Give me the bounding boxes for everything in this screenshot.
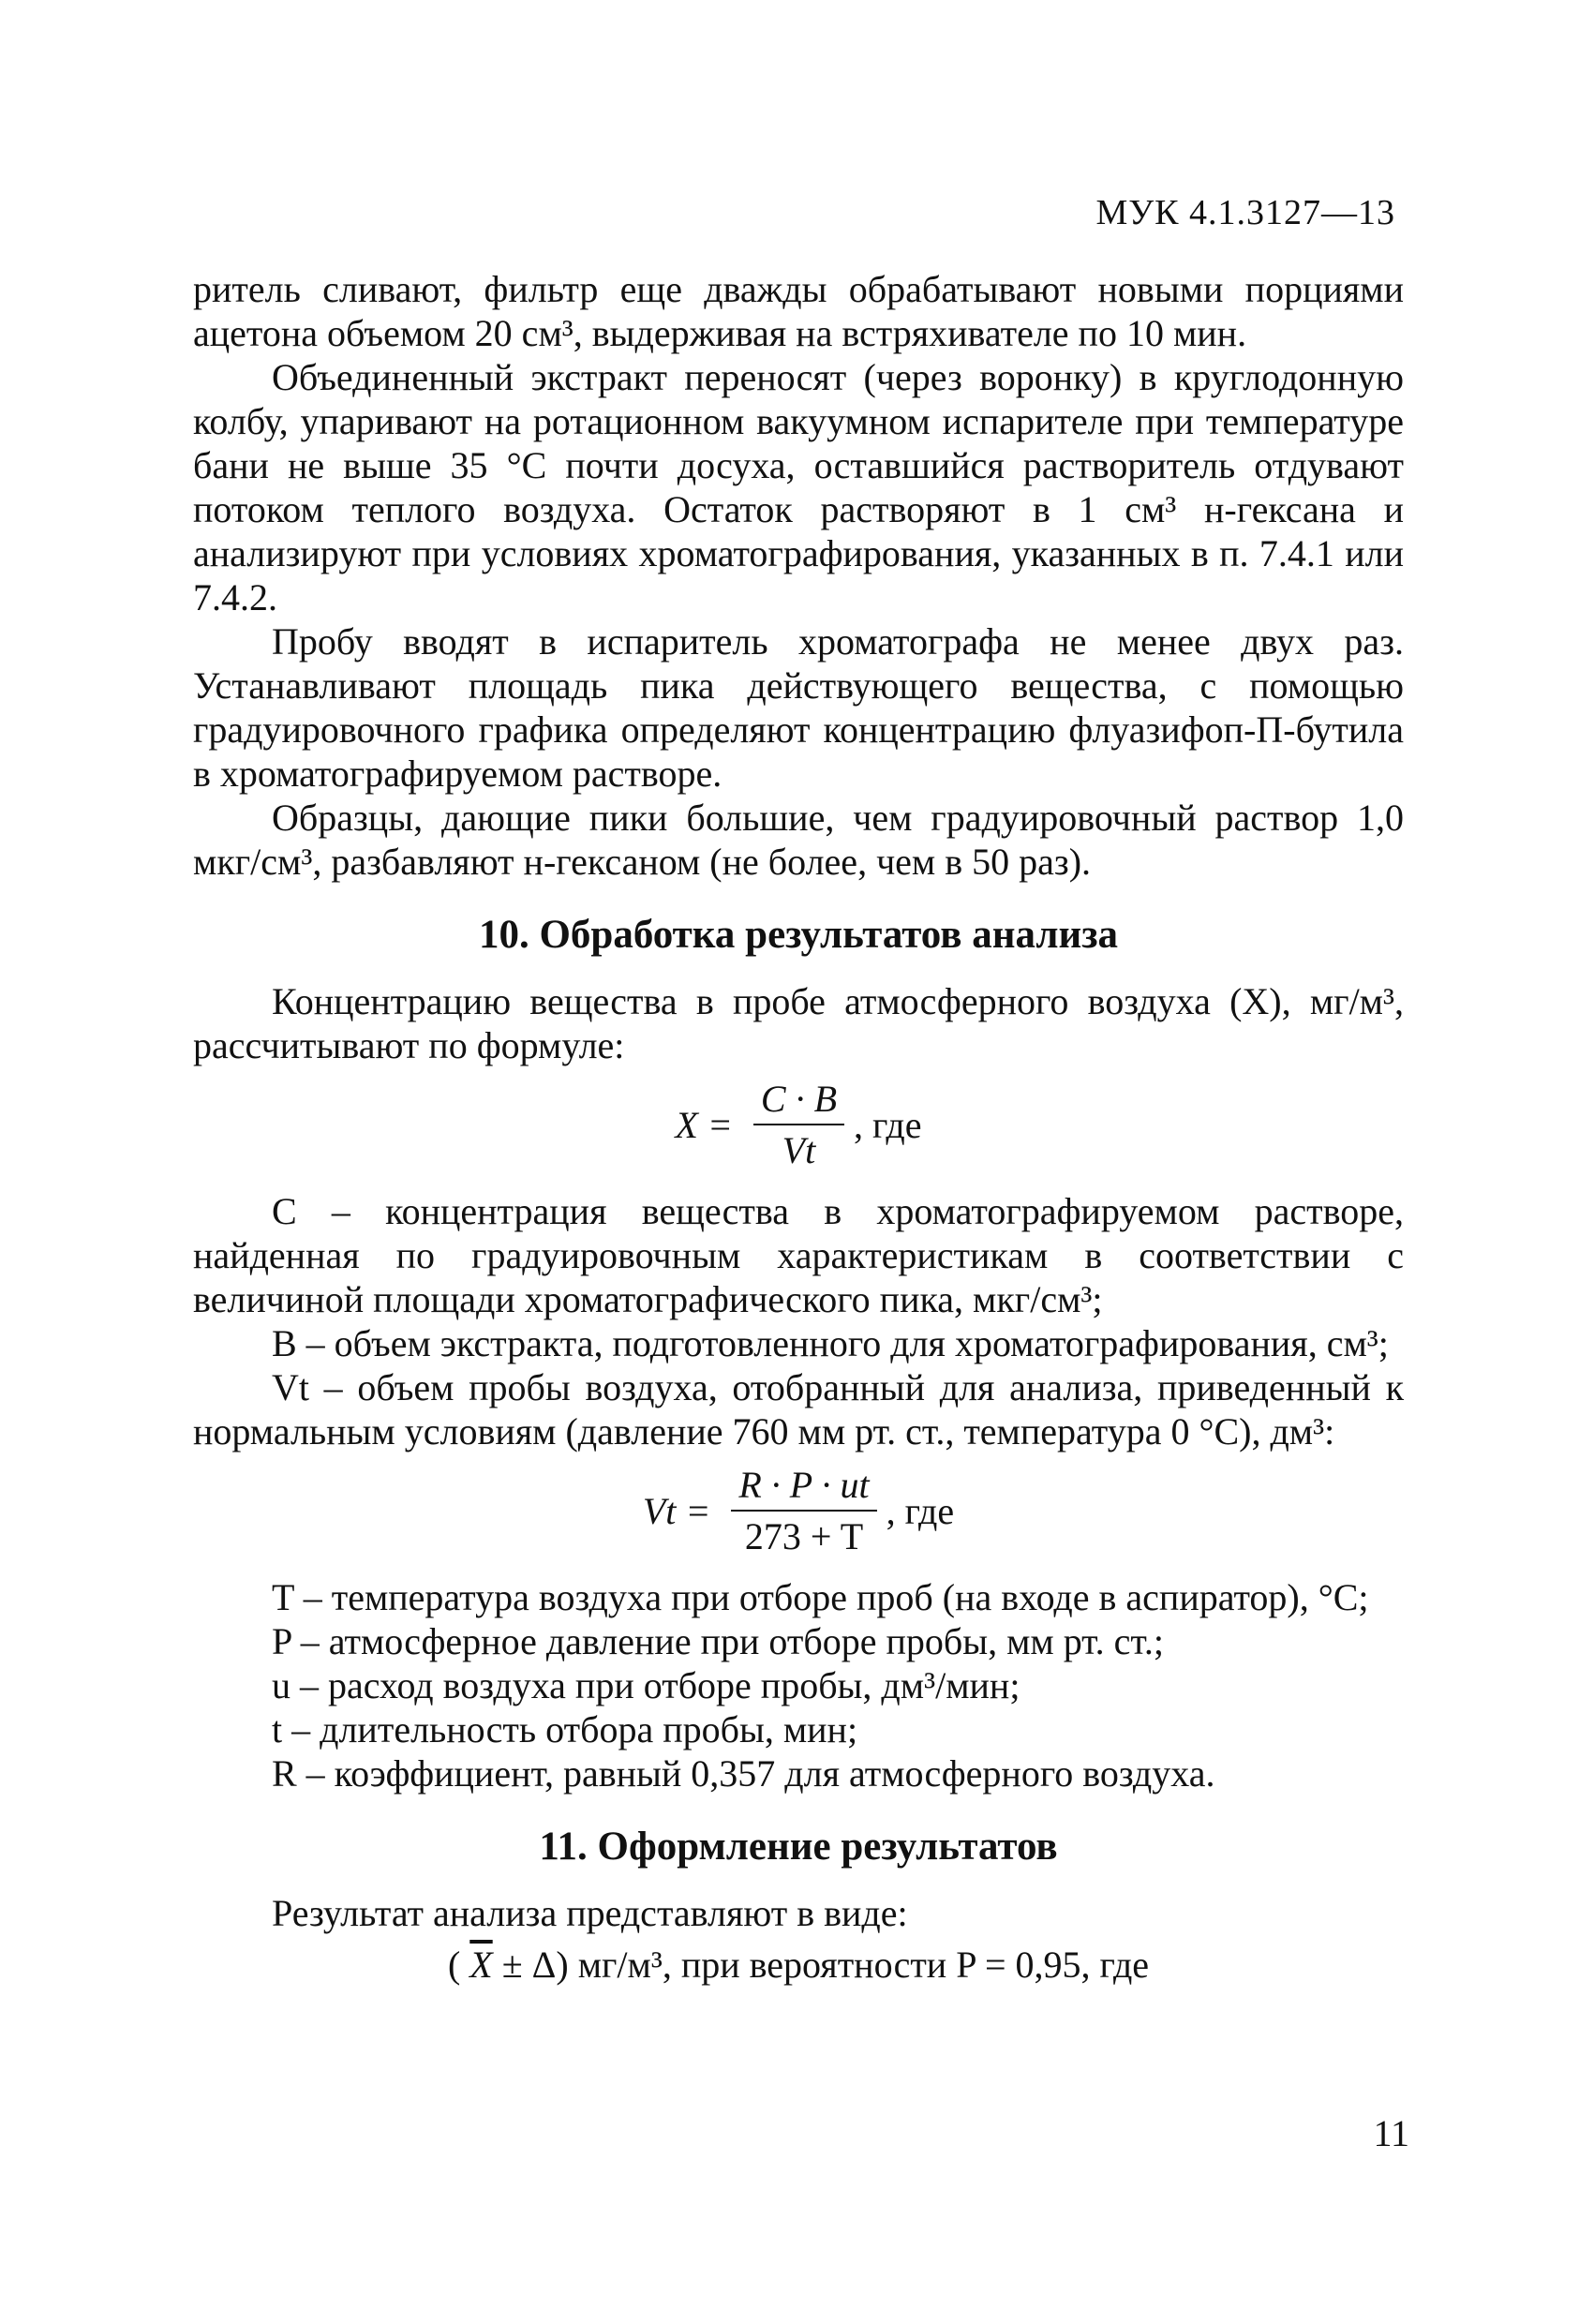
formula-tail: , где (854, 1103, 922, 1146)
section-10-title: 10. Обработка результатов анализа (478, 913, 1119, 957)
section-10-intro: Концентрацию вещества в пробе атмосферного воздуха (X), мг/м³, рассчитывают по формуле: (193, 980, 1404, 1066)
body-text (193, 267, 1404, 1987)
section-11-title: 11. Оформление результатов (539, 1825, 1058, 1869)
result-expression (193, 1943, 1404, 1987)
formula-lhs: Vt = (642, 1489, 711, 1532)
paragraph: Образцы, дающие пики большие, чем градуировочный раствор 1,0 мкг/см³, разбавляют н-гексаном (не более, чем в 50 раз). (193, 797, 1404, 883)
variable-t: T – температура воздуха при отборе проб (на входе в аспиратор), °С; (272, 1576, 1369, 1618)
formula-tail: , где (886, 1489, 955, 1532)
page-number: 11 (1373, 2112, 1409, 2154)
variable-time: t – длительность отбора пробы, мин; (272, 1708, 858, 1750)
fraction (753, 1077, 844, 1172)
formula-volume (193, 1463, 1404, 1558)
section-11-intro: Результат анализа представляют в виде: (272, 1892, 908, 1934)
paragraph: ритель сливают, фильтр еще дважды обрабатывают новыми порциями ацетона объемом 20 см³, выдерживая на встряхивателе по 10 мин. (193, 268, 1404, 354)
paragraph: Пробу вводят в испаритель хроматографа не менее двух раз. Устанавливают площадь пика действующего вещества, с помощью градуировочного графика определяют концентрацию флуазифоп-П-бутила в хроматографируемом растворе. (193, 620, 1404, 795)
definitions (193, 1189, 1404, 1453)
result-prefix: ( (447, 1944, 470, 1986)
definition-b: B – объем экстракта, подготовленного для хроматографирования, см³; (272, 1322, 1389, 1364)
variable-u: u – расход воздуха при отборе пробы, дм³/мин; (272, 1664, 1020, 1706)
variable-list (193, 1575, 1404, 1795)
numerator: C · B (753, 1077, 844, 1125)
definition-c: C – концентрация вещества в хроматографируемом растворе, найденная по градуировочным характеристикам в соответствии с величиной площади хроматографического пика, мкг/см³; (193, 1190, 1404, 1320)
definition-vt: Vt – объем пробы воздуха, отобранный для анализа, приведенный к нормальным условиям (давление 760 мм рт. ст., температура 0 °С), дм³: (193, 1366, 1404, 1452)
document-code: МУК 4.1.3127—13 (1095, 193, 1395, 232)
result-text: ± Δ) мг/м³, при вероятности P = 0,95, где (492, 1944, 1150, 1986)
formula-concentration (193, 1077, 1404, 1172)
variable-p: P – атмосферное давление при отборе пробы, мм рт. ст.; (272, 1620, 1164, 1662)
denominator: 273 + T (744, 1515, 864, 1557)
paragraph: Объединенный экстракт переносят (через воронку) в круглодонную колбу, упаривают на ротационном вакуумном испарителе при температуре бани не выше 35 °С почти досуха, оставшийся растворитель отдувают потоком теплого воздуха. Остаток растворяют в 1 см³ н-гексана и анализируют при условиях хроматографирования, указанных в п. 7.4.1 или 7.4.2. (193, 356, 1404, 618)
formula-lhs: X = (675, 1103, 733, 1146)
numerator: R · P · ut (731, 1463, 876, 1512)
fraction (731, 1463, 876, 1558)
result-symbol: $\overline{X}$ (469, 1944, 493, 1986)
denominator: Vt (782, 1129, 816, 1171)
variable-r: R – коэффициент, равный 0,357 для атмосферного воздуха. (272, 1752, 1215, 1795)
